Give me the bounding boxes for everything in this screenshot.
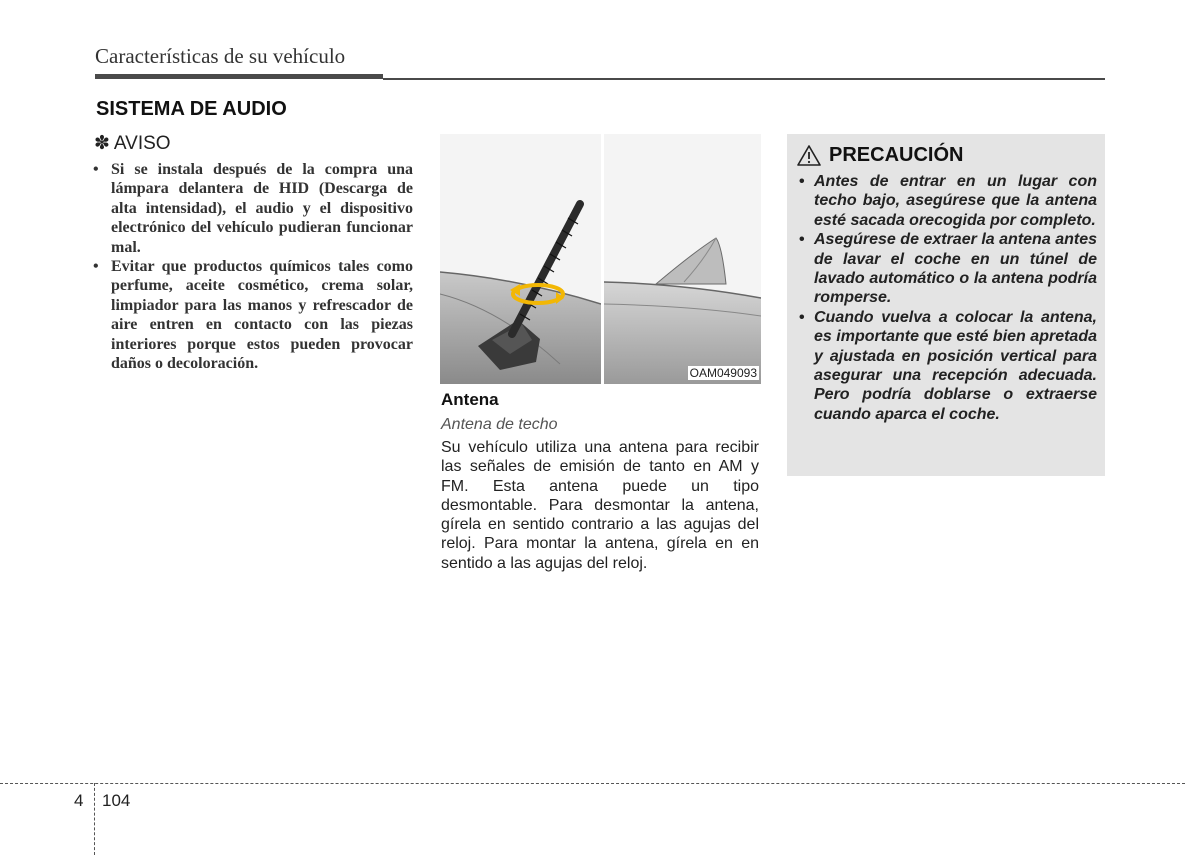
- section-title: SISTEMA DE AUDIO: [96, 98, 287, 120]
- caution-item: • Asegúrese de extraer la antena antes de lavar el coche en un túnel de lavado automático o la antena podría romperse.: [799, 230, 1097, 308]
- caution-item: • Antes de entrar en un lugar con techo bajo, asegúrese que la antena esté sacada orecogida por completo.: [799, 172, 1097, 230]
- aviso-item: • Si se instala después de la compra una lámpara delantera de HID (Descarga de alta intensidad), el audio y el dispositivo electrónico del vehículo pudieran funcionar mal.: [93, 160, 413, 257]
- footer-rule: [0, 783, 1185, 784]
- header-rule-thick: [95, 74, 383, 79]
- antenna-rod-image: [440, 134, 601, 384]
- caution-title: PRECAUCIÓN: [829, 144, 964, 166]
- antenna-heading: Antena: [441, 390, 499, 409]
- caution-list: [799, 172, 1097, 424]
- antenna-body-text: Su vehículo utiliza una antena para recibir las señales de emisión de tanto en AM y FM. Esta antena puede un tipo desmontable. Para desmontar la antena, gírela en sentido contrario a las agujas del reloj. Para montar la antena, gírela en en sentido a las agujas del reloj.: [441, 439, 759, 572]
- antenna-illustration: [440, 134, 601, 384]
- figure-code-label: OAM049093: [689, 366, 757, 380]
- shark-fin-illustration: [604, 134, 761, 384]
- aviso-item: • Evitar que productos químicos tales como perfume, aceite cosmético, crema solar, limpiador para las manos y refrescador de aire entren en contacto con las piezas interiores porque estos pueden provocar daños o decoloración.: [93, 257, 413, 373]
- aviso-list: [93, 160, 413, 373]
- aviso-list-container: [93, 160, 413, 373]
- caution-heading: [797, 144, 963, 167]
- footer-divider: [94, 783, 95, 855]
- caution-item: • Cuando vuelva a colocar la antena, es importante que esté bien apretada y ajustada en posición vertical para asegurar una recepción adecuada. Pero podría doblarse o extraerse cuando aparca el coche.: [799, 308, 1097, 424]
- shark-fin-antenna-image: [604, 134, 761, 384]
- asterisk-icon: ✽: [94, 133, 110, 154]
- page-number: 104: [102, 791, 131, 810]
- page-header-title: Características de su vehículo: [95, 44, 346, 68]
- aviso-title: AVISO: [113, 133, 171, 154]
- antenna-figure: [440, 134, 761, 384]
- header-rule-thin: [383, 78, 1105, 80]
- antenna-subheading: Antena de techo: [441, 416, 558, 433]
- aviso-heading: [94, 132, 171, 155]
- warning-triangle-icon: [797, 145, 821, 166]
- caution-box: [787, 134, 1105, 476]
- chapter-number: 4: [74, 791, 84, 810]
